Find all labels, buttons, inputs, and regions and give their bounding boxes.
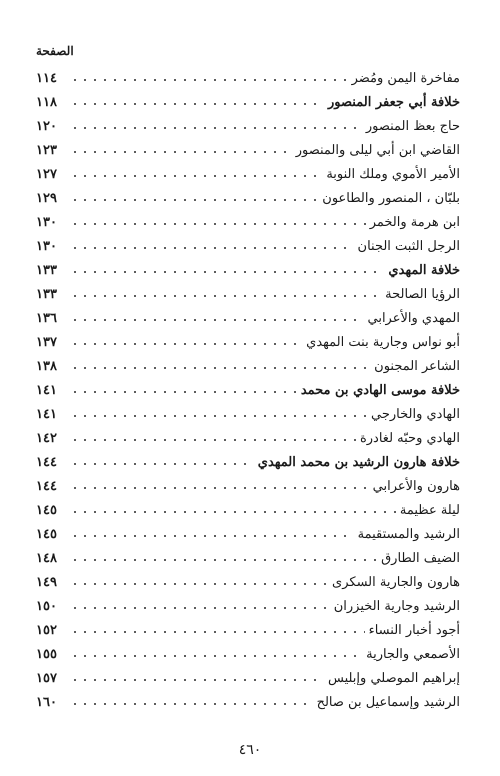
toc-entry [36, 566, 460, 590]
toc-entry [36, 206, 460, 230]
entry-title: أبو نواس وجارية بنت المهدي [306, 335, 460, 350]
dot-leader [70, 271, 384, 273]
entry-title: الأصمعي والجارية [366, 647, 460, 662]
entry-page-number: ١١٨ [36, 95, 57, 110]
entry-title: الرجل الثبت الجنان [357, 239, 460, 254]
dot-leader [70, 463, 254, 465]
toc-entry [36, 614, 460, 638]
toc-entry [36, 278, 460, 302]
entry-page-number: ١٣٧ [36, 335, 57, 350]
entry-page-number: ١٢٣ [36, 143, 57, 158]
dot-leader [70, 223, 366, 225]
entry-title: الشاعر المجنون [374, 359, 460, 374]
toc-entry [36, 686, 460, 710]
dot-leader [70, 79, 348, 81]
toc-entry [36, 638, 460, 662]
toc-entry [36, 374, 460, 398]
dot-leader [70, 487, 369, 489]
entry-title: خلافة أبي جعفر المنصور [328, 95, 460, 110]
dot-leader [70, 295, 381, 297]
dot-leader [70, 391, 297, 393]
entry-title: حاج بعظ المنصور [365, 119, 460, 134]
dot-leader [70, 559, 377, 561]
entry-title: مفاخرة اليمن ومُضر [351, 71, 460, 86]
entry-title: الرؤيا الصالحة [385, 287, 460, 302]
dot-leader [70, 439, 356, 441]
toc-entry [36, 86, 460, 110]
entry-title: القاضي ابن أبي ليلى والمنصور [295, 143, 460, 158]
toc-entry [36, 254, 460, 278]
entry-page-number: ١٦٠ [36, 695, 57, 710]
entry-title: الضيف الطارق [381, 551, 460, 566]
entry-title: الهادي وحبّه لغادرة [359, 431, 460, 446]
dot-leader [70, 511, 396, 513]
entry-title: الرشيد وجارية الخيزران [333, 599, 460, 614]
entry-title: أجود أخبار النساء [368, 623, 460, 638]
dot-leader [70, 367, 370, 369]
toc-entry [36, 326, 460, 350]
dot-leader [70, 703, 313, 705]
entry-title: الرشيد وإسماعيل بن صالح [316, 695, 460, 710]
entry-page-number: ١٥٥ [36, 647, 57, 662]
dot-leader [70, 415, 367, 417]
dot-leader [70, 175, 322, 177]
toc-entry [36, 302, 460, 326]
dot-leader [70, 151, 292, 153]
entry-page-number: ١١٤ [36, 71, 57, 86]
dot-leader [70, 631, 365, 633]
dot-leader [70, 535, 354, 537]
dot-leader [70, 679, 324, 681]
entry-title: ليلة عظيمة [399, 503, 460, 518]
entry-page-number: ١٣٣ [36, 287, 57, 302]
toc-entry [36, 182, 460, 206]
toc-entry [36, 518, 460, 542]
entry-title: خلافة المهدي [388, 263, 460, 278]
entry-page-number: ١٤١ [36, 383, 57, 398]
page-column-header: الصفحة [36, 44, 74, 58]
entry-title: الهادي والخارجي [371, 407, 460, 422]
entry-page-number: ١٢٩ [36, 191, 57, 206]
dot-leader [70, 655, 362, 657]
entry-page-number: ١٤٩ [36, 575, 57, 590]
entry-title: بلبّان ، المنصور والطاعون [322, 191, 460, 206]
entry-title: خلافة هارون الرشيد بن محمد المهدي [257, 455, 460, 470]
entry-title: المهدي والأعرابي [367, 311, 460, 326]
entry-page-number: ١٢٧ [36, 167, 57, 182]
entry-page-number: ١٤١ [36, 407, 57, 422]
toc-entry [36, 230, 460, 254]
toc-entry [36, 110, 460, 134]
entry-page-number: ١٤٥ [36, 527, 57, 542]
entry-page-number: ١٤٥ [36, 503, 57, 518]
toc-entry [36, 470, 460, 494]
toc-entry [36, 662, 460, 686]
dot-leader [70, 607, 330, 609]
entry-title: الأمير الأموي وملك النوبة [326, 167, 460, 182]
toc-entry [36, 542, 460, 566]
table-of-contents [36, 62, 460, 710]
entry-page-number: ١٤٢ [36, 431, 57, 446]
toc-entry [36, 134, 460, 158]
entry-title: خلافة موسى الهادي بن محمد [300, 383, 460, 398]
dot-leader [70, 319, 363, 321]
dot-leader [70, 127, 362, 129]
dot-leader [70, 343, 302, 345]
toc-entry [36, 62, 460, 86]
entry-page-number: ١٤٨ [36, 551, 57, 566]
entry-page-number: ١٣٨ [36, 359, 57, 374]
entry-page-number: ١٥٧ [36, 671, 57, 686]
entry-title: ابن هرمة والخمر [369, 215, 460, 230]
entry-title: إبراهيم الموصلي وإبليس [328, 671, 460, 686]
entry-page-number: ١٣٠ [36, 215, 57, 230]
entry-page-number: ١٤٤ [36, 455, 57, 470]
dot-leader [70, 103, 324, 105]
entry-page-number: ١٣٠ [36, 239, 57, 254]
toc-entry [36, 422, 460, 446]
entry-page-number: ١٣٣ [36, 263, 57, 278]
page-number: ٤٦٠ [238, 742, 262, 758]
entry-title: الرشيد والمستقيمة [357, 527, 460, 542]
toc-entry [36, 590, 460, 614]
entry-page-number: ١٥٠ [36, 599, 57, 614]
entry-title: هارون والأعرابي [372, 479, 460, 494]
toc-entry [36, 494, 460, 518]
entry-page-number: ١٥٢ [36, 623, 57, 638]
entry-page-number: ١٤٤ [36, 479, 57, 494]
toc-entry [36, 446, 460, 470]
toc-entry [36, 158, 460, 182]
dot-leader [70, 247, 354, 249]
entry-page-number: ١٢٠ [36, 119, 57, 134]
toc-entry [36, 398, 460, 422]
dot-leader [70, 199, 318, 201]
entry-page-number: ١٣٦ [36, 311, 57, 326]
dot-leader [70, 583, 328, 585]
entry-title: هارون والجارية السكرى [332, 575, 460, 590]
toc-entry [36, 350, 460, 374]
